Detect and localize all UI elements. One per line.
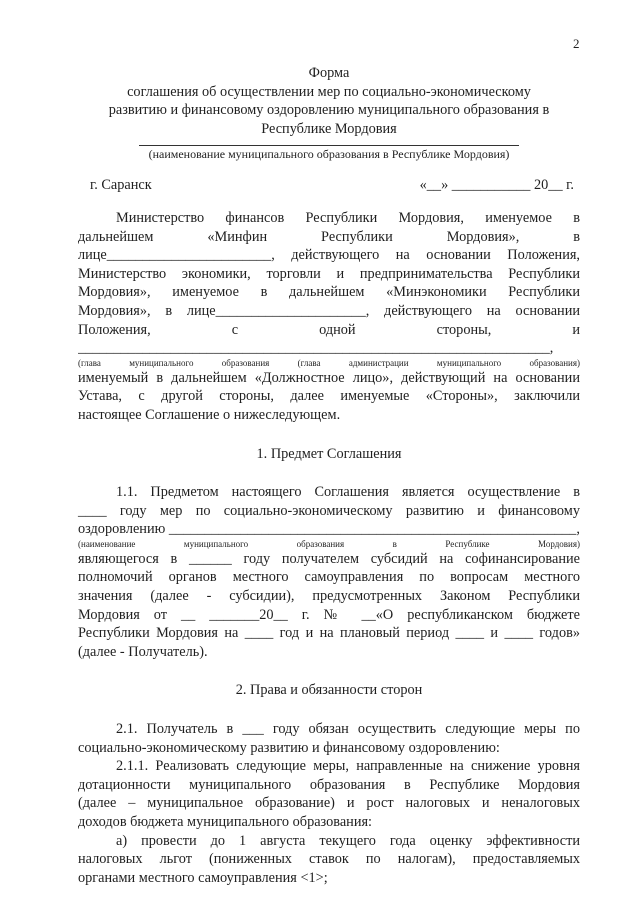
parties-line-8: __________________________________________________________________, bbox=[78, 340, 554, 357]
sa-line-2: налоговых льгот (пониженных ставок по налогам), предоставляемых bbox=[78, 851, 580, 868]
parties-line-9: именуемый в дальнейшем «Должностное лицо», действующий на основании bbox=[78, 369, 580, 386]
parties-line-4: Министерство экономики, торговли и предпринимательства Республики bbox=[78, 265, 580, 282]
title-line-2: развитию и финансовому оздоровлению муниципального образования в bbox=[108, 102, 550, 119]
s211-line-2: дотационности муниципального образования в Республике Мордовия bbox=[78, 776, 580, 793]
parties-line-5: Мордовия», именуемое в дальнейшем «Минэкономики Республики bbox=[78, 284, 580, 301]
s1-line-7: Мордовия от __ _______20__ г. № __«О республиканском бюджете bbox=[78, 606, 580, 623]
s211-line-3: (далее – муниципальное образование) и рост налоговых и неналоговых bbox=[78, 795, 580, 812]
s1-line-3: оздоровлению _________________________________________________________, bbox=[78, 521, 580, 538]
place-date-row bbox=[78, 176, 580, 195]
s1-line-8: Республики Мордовия на ____ год и на плановый период ____ и ____ годов» bbox=[78, 625, 580, 642]
s1-line-1: 1.1. Предметом настоящего Соглашения является осуществление в bbox=[116, 484, 580, 501]
parties-line-2: дальнейшем «Минфин Республики Мордовия», в bbox=[78, 228, 580, 245]
document-body bbox=[78, 64, 580, 887]
parties-line-10: Устава, с другой стороны, далее именуемые «Стороны», заключили bbox=[78, 388, 580, 405]
city-label: г. Саранск bbox=[90, 177, 152, 194]
s211-line-1: 2.1.1. Реализовать следующие меры, направленные на снижение уровня bbox=[116, 758, 580, 775]
head-caption: (глава муниципального образования (глава администрации муниципального образования) bbox=[78, 357, 580, 368]
sa-line-1: а) провести до 1 августа текущего года оценку эффективности bbox=[116, 832, 580, 849]
parties-line-6: Мордовия», в лице_____________________, действующего на основании bbox=[78, 302, 580, 319]
parties-line-3: лице_______________________, действующего на основании Положения, bbox=[78, 247, 580, 264]
s211-line-4: доходов бюджета муниципального образования: bbox=[78, 814, 373, 830]
s1-line-9: (далее - Получатель). bbox=[78, 643, 208, 660]
page-number: 2 bbox=[573, 36, 580, 51]
s21-line-1: 2.1. Получатель в ___ году обязан осуществить следующие меры по bbox=[116, 721, 580, 738]
title-line-3: Республике Мордовия bbox=[261, 120, 397, 137]
parties-line-1: Министерство финансов Республики Мордовия, именуемое в bbox=[116, 209, 580, 226]
section-2-heading: 2. Права и обязанности сторон bbox=[235, 682, 423, 699]
sa-line-3: органами местного самоуправления <1>; bbox=[78, 869, 328, 886]
parties-line-11: настоящее Соглашение о нижеследующем. bbox=[78, 406, 341, 423]
section-1-heading: 1. Предмет Соглашения bbox=[256, 445, 402, 462]
parties-line-7: Положения, с одной стороны, и bbox=[78, 321, 580, 338]
title-line-1: соглашения об осуществлении мер по социально-экономическому bbox=[127, 83, 531, 100]
s1-line-4: являющегося в ______ году получателем субсидий на софинансирование bbox=[78, 550, 580, 567]
s1-line-2: ____ году мер по социально-экономическому развитию и финансовому bbox=[78, 502, 580, 519]
s21-line-2: социально-экономическому развитию и финансовому оздоровлению: bbox=[78, 739, 500, 756]
s1-line-6: значения (далее - субсидии), предусмотренных Законом Республики bbox=[78, 588, 580, 605]
s1-municipality-caption: (наименование муниципального образования в Республике Мордовия) bbox=[78, 538, 580, 549]
municipality-caption: (наименование муниципального образования в Республике Мордовия) bbox=[148, 147, 510, 162]
date-field: «__» ___________ 20__ г. bbox=[419, 177, 574, 194]
s1-line-5: полномочий органов местного самоуправления по вопросам местного bbox=[78, 569, 580, 586]
form-label: Форма bbox=[308, 65, 350, 81]
